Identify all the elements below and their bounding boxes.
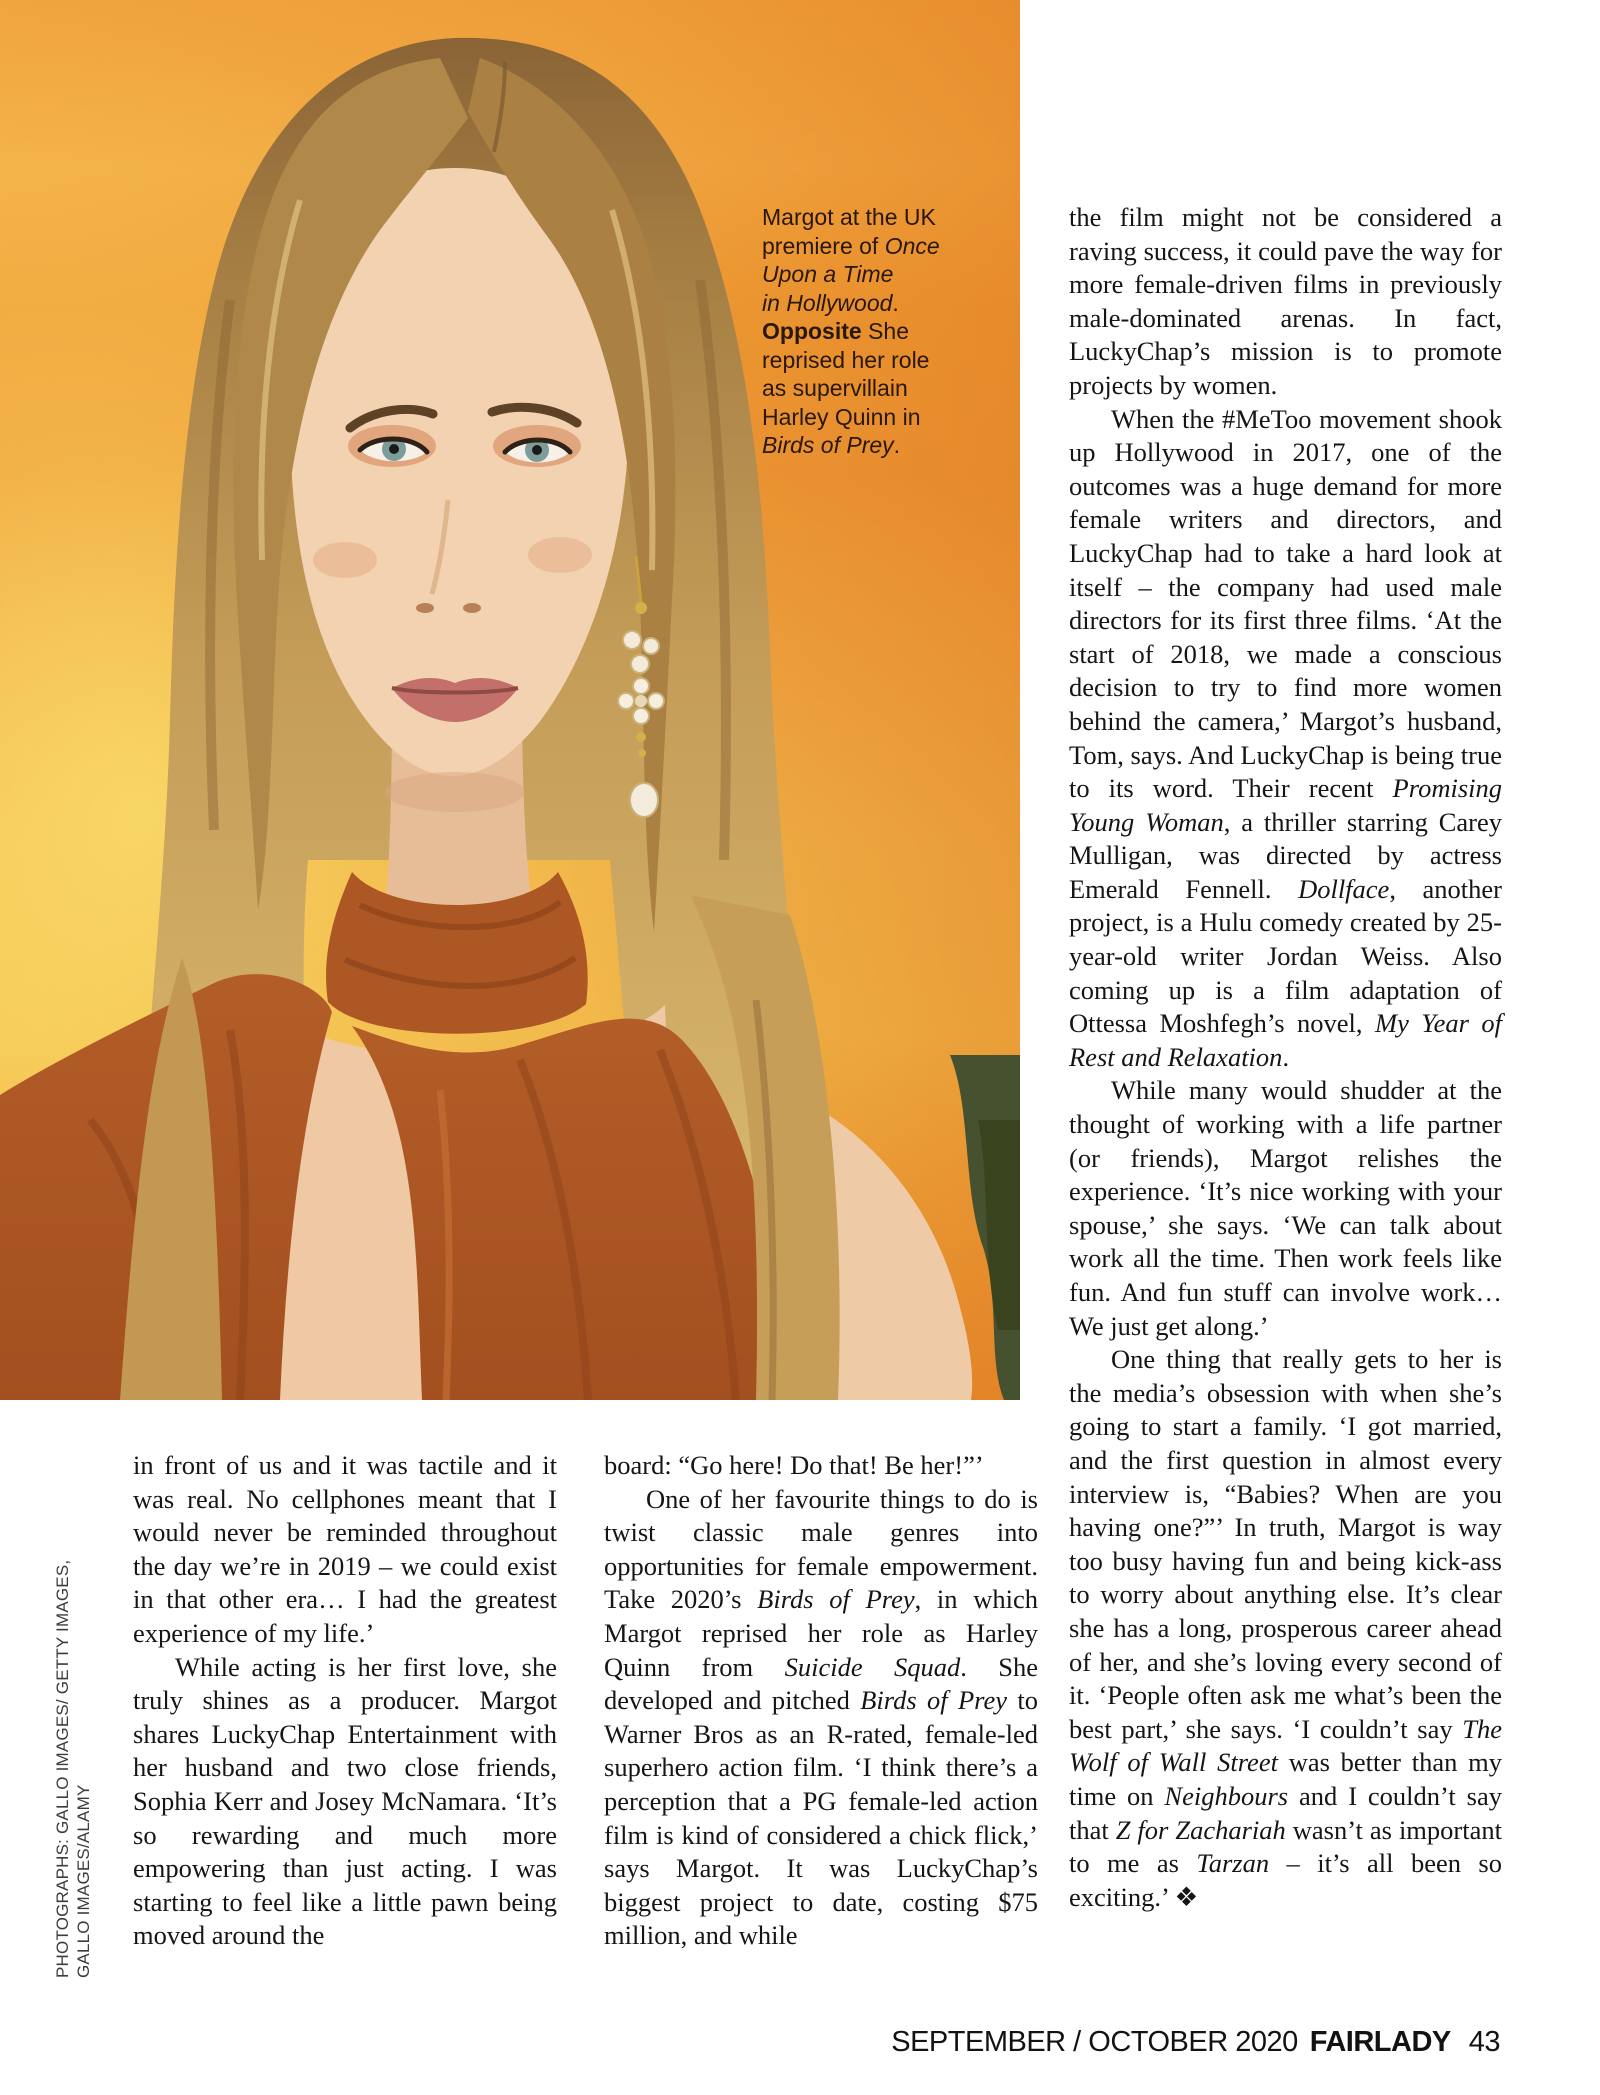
text-segment: When the #MeToo movement shook up Hollywood in 2017, one of the outcomes was a huge demand for more female writers and directors, and LuckyChap had to take a hard look at itself – the company had used male directors for its first three films. ‘At the start of 2018, we made a conscious decision to try to find more women behind the camera,’ Margot’s husband, Tom, says. And LuckyChap is being true to its word. Their recent: [1069, 403, 1502, 804]
text-segment: She: [861, 318, 909, 344]
text-segment: in Hollywood: [762, 289, 893, 316]
text-segment: Once: [884, 232, 940, 259]
text-segment: was better than my time on: [1069, 1747, 1502, 1811]
text-segment: Tarzan: [1196, 1848, 1270, 1879]
text-segment: Harley Quinn in: [762, 403, 921, 430]
page-footer: [891, 2026, 1500, 2059]
text-segment: .: [893, 432, 901, 458]
text-segment: Birds of Prey: [860, 1685, 1008, 1716]
pupil-right: [532, 445, 542, 455]
text-segment: Suicide Squad: [784, 1651, 961, 1682]
text-segment: Margot at the UK: [762, 204, 936, 230]
footer-page-number: 43: [1468, 2026, 1500, 2058]
photo-margot-portrait: [0, 0, 1020, 1400]
paragraph: [133, 1449, 557, 1651]
photo-credit-line2: GALLO IMAGES/ALAMY: [74, 1784, 93, 1978]
text-segment: The Wolf of Wall Street: [1069, 1713, 1502, 1778]
text-segment: Neighbours: [1164, 1780, 1289, 1811]
text-segment: , in which Margot reprised her role as Harley Quinn from: [604, 1584, 1038, 1682]
article-column-middle: [604, 1449, 1038, 1953]
text-segment: . She developed and pitched: [604, 1651, 1039, 1716]
text-segment: and I couldn’t say that: [1069, 1780, 1502, 1845]
paragraph: [1069, 403, 1502, 1075]
text-segment: the film might not be considered a raving success, it could pave the way for more female-driven films in previously male-dominated arenas. In fact, LuckyChap’s mission is to promote projects by women.: [1069, 202, 1502, 400]
caption-line: [762, 317, 972, 346]
photo-credit-line1: PHOTOGRAPHS: GALLO IMAGES/ GETTY IMAGES,: [53, 1559, 72, 1978]
text-segment: in front of us and it was tactile and it was real. No cellphones meant that I would never be reminded throughout the day we’re in 2019 – we could exist in that other era… I had the greatest experience of my life.’: [133, 1450, 557, 1648]
caption-line: [762, 403, 972, 432]
text-segment: One thing that really gets to her is the media’s obsession with when she’s going to start a family. ‘I got married, and the first question in almost every interview is, “Babies? When are you having one?”’ In truth, Margot is way too busy having fun and being kick-ass to worry about anything else. It’s clear she has a long, prosperous career ahead of her, and she’s loving every second of it. ‘People often ask me what’s been the best part,’ she says. ‘I couldn’t say: [1069, 1344, 1502, 1744]
blush-left: [313, 542, 377, 578]
caption-line: [762, 374, 972, 403]
text-segment: wasn’t as important to me as: [1069, 1814, 1502, 1879]
text-segment: , a thriller starring Carey Mulligan, was directed by actress Emerald Fennell.: [1069, 806, 1502, 904]
text-segment: While many would shudder at the thought of working with a life partner (or friends), Margot relishes the experience. ‘It’s nice working with your spouse,’ she says. ‘We can talk about work all the time. Then work feels like fun. And fun stuff can involve work… We just get along.’: [1069, 1075, 1502, 1341]
text-segment: Z for Zachariah: [1115, 1814, 1286, 1845]
footer-issue: SEPTEMBER / OCTOBER 2020: [891, 2026, 1298, 2058]
text-segment: Opposite: [762, 318, 862, 344]
caption-line: [762, 203, 972, 232]
footer-magazine-name: FAIRLADY: [1309, 2026, 1451, 2058]
text-segment: Birds of Prey: [762, 432, 894, 458]
text-segment: .: [892, 289, 899, 316]
blush-right: [528, 537, 592, 573]
caption-line: [762, 289, 972, 318]
text-segment: .: [1282, 1041, 1290, 1072]
text-segment: My Year of Rest and Relaxation: [1069, 1008, 1502, 1072]
nostril-right: [463, 603, 481, 613]
paragraph: [604, 1449, 1038, 1483]
paragraph: [1069, 201, 1502, 403]
chin-shadow: [385, 772, 525, 812]
text-segment: Upon a Time: [762, 261, 894, 287]
pupil-left: [389, 444, 399, 454]
nostril-left: [416, 603, 434, 613]
text-segment: Birds of Prey: [757, 1584, 915, 1615]
caption-line: [762, 346, 972, 375]
text-segment: One of her favourite things to do is twist classic male genres into opportunities for female empowerment. Take 2020’s: [604, 1483, 1038, 1615]
caption-line: [762, 431, 972, 460]
text-segment: – it’s all been so exciting.’ ❖: [1069, 1848, 1502, 1912]
paragraph: [133, 1651, 557, 1953]
photo-caption: [762, 203, 972, 460]
photo-credit: [52, 1560, 94, 1978]
paragraph: [604, 1483, 1038, 1953]
text-segment: reprised her role: [762, 346, 930, 373]
text-segment: Promising Young Woman: [1069, 773, 1502, 837]
text-segment: While acting is her first love, she truly shines as a producer. Margot shares LuckyChap Entertainment with her husband and two close friends, Sophia Kerr and Josey McNamara. ‘It’s so rewarding and much more empowering than just acting. I was starting to feel like a little pawn being moved around the: [133, 1651, 557, 1951]
text-segment: premiere of: [762, 232, 885, 259]
article-column-right: [1069, 201, 1502, 1914]
text-segment: to Warner Bros as an R-rated, female-led superhero action film. ‘I think there’s a perception that a PG female-led action film is kind of considered a chick flick,’ says Margot. It was LuckyChap’s biggest project to date, costing $75 million, and while: [604, 1685, 1038, 1951]
article-column-left: [133, 1449, 557, 1953]
text-segment: board: “Go here! Do that! Be her!”’: [604, 1450, 984, 1480]
text-segment: , another project, is a Hulu comedy created by 25-year-old writer Jordan Weiss. Also coming up is a film adaptation of Ottessa Moshfegh’s novel,: [1069, 873, 1502, 1039]
caption-line: [762, 232, 972, 261]
paragraph: [1069, 1074, 1502, 1343]
paragraph: [1069, 1343, 1502, 1914]
text-segment: Dollface: [1298, 873, 1390, 904]
caption-line: [762, 260, 972, 289]
text-segment: as supervillain: [762, 375, 908, 401]
